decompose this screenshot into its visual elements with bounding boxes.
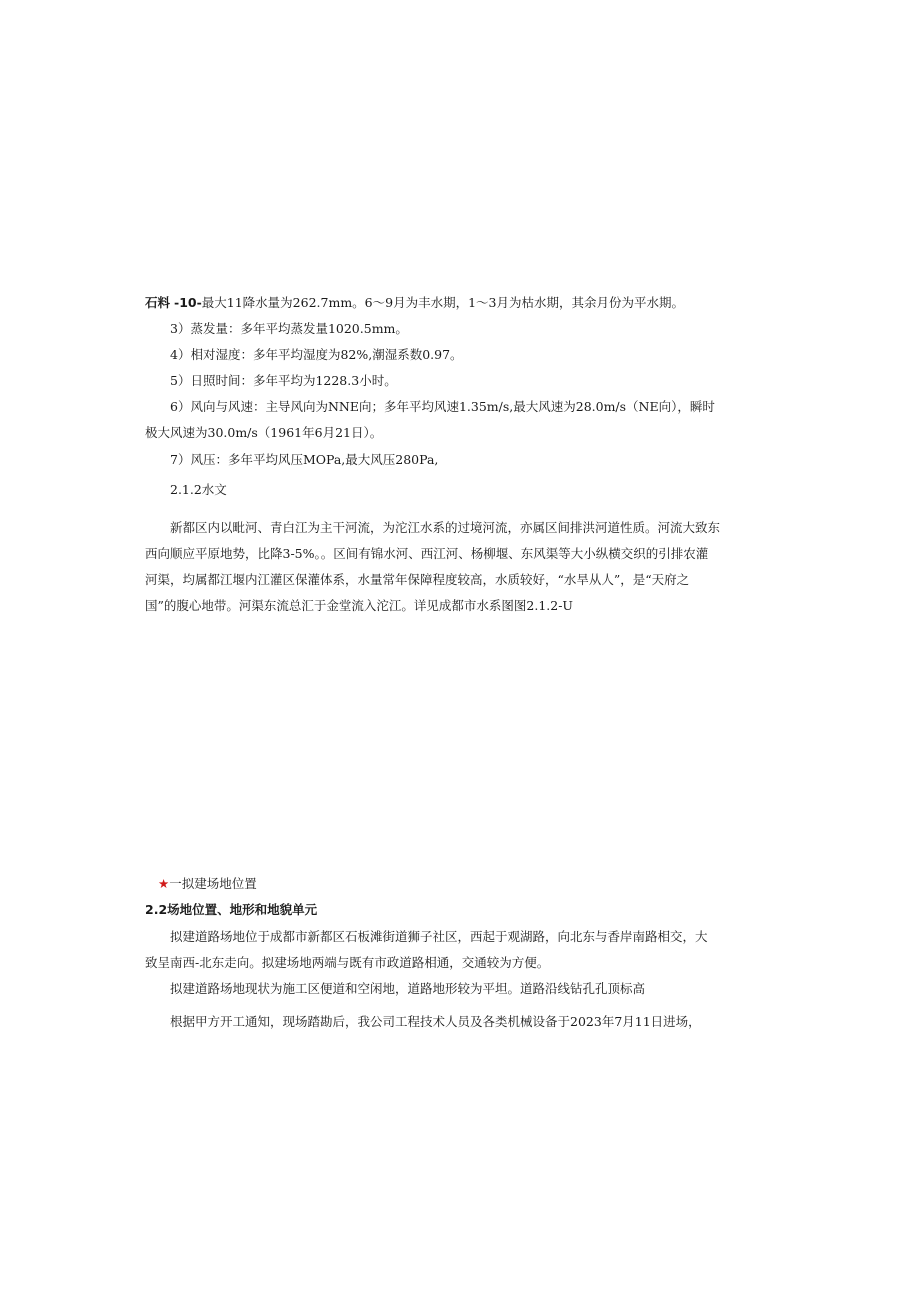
wind-item-line-1: 6）风向与风速：主导风向为NNE向；多年平均风速1.35m∕s,最大风速为28.0m∕s（NE向），瞬时 [170, 399, 715, 414]
humidity-item: 4）相对湿度：多年平均湿度为82%,潮湿系数0.97。 [170, 347, 463, 362]
climate-line-1 [145, 295, 684, 311]
section-prefix: 石料 [145, 295, 171, 310]
site-para-1-line-2: 致呈南西-北东走向。拟建场地两端与既有市政道路相通，交通较为方便。 [145, 955, 550, 970]
hydrology-para-line-1: 新都区内以毗河、青白江为主干河流，为沱江水系的过境河流，亦属区间排洪河道性质。河流大致东 [170, 520, 721, 535]
hydrology-para-line-3: 河渠，均属都江堰内江灌区保灌体系，水量常年保障程度较高，水质较好，“水旱从人”，是“天府之 [145, 572, 690, 587]
wind-pressure-item: 7）风压：多年平均风压MOPa,最大风压280Pa, [170, 452, 439, 467]
wind-item-line-2: 极大风速为30.0m/s（1961年6月21日）。 [145, 425, 383, 440]
evaporation-item: 3）蒸发量：多年平均蒸发量1020.5mm。 [170, 321, 408, 336]
rainfall-text: 最大11降水量为262.7mm。6～9月为丰水期，1～3月为枯水期，其余月份为平水期。 [201, 295, 684, 310]
site-para-1-line-1: 拟建道路场地位于成都市新都区石板滩街道狮子社区，西起于观湖路，向北东与香岸南路相交，大 [170, 929, 708, 944]
hydrology-para-line-4: 国”的腹心地带。河渠东流总汇于金堂流入沱江。详见成都市水系图图2.1.2-U [145, 598, 573, 613]
site-legend-label: 一拟建场地位置 [169, 876, 257, 891]
sunshine-item: 5）日照时间：多年平均为1228.3小时。 [170, 373, 397, 388]
section-heading-2-2: 2.2场地位置、地形和地貌单元 [145, 902, 318, 917]
hydrology-heading: 2.1.2水文 [170, 482, 227, 497]
site-legend [158, 876, 257, 892]
star-icon: ★ [158, 876, 170, 891]
site-para-2: 拟建道路场地现状为施工区便道和空闲地，道路地形较为平坦。道路沿线钻孔孔顶标高 [170, 981, 646, 996]
site-para-3: 根据甲方开工通知，现场踏勘后，我公司工程技术人员及各类机械设备于2023年7月11日进场， [170, 1014, 701, 1029]
hydrology-para-line-2: 西向顺应平原地势，比降3-5%。。区间有锦水河、西江河、杨柳堰、东风渠等大小纵横交织的引排农灌 [145, 546, 709, 561]
page-marker: -10- [174, 295, 202, 310]
